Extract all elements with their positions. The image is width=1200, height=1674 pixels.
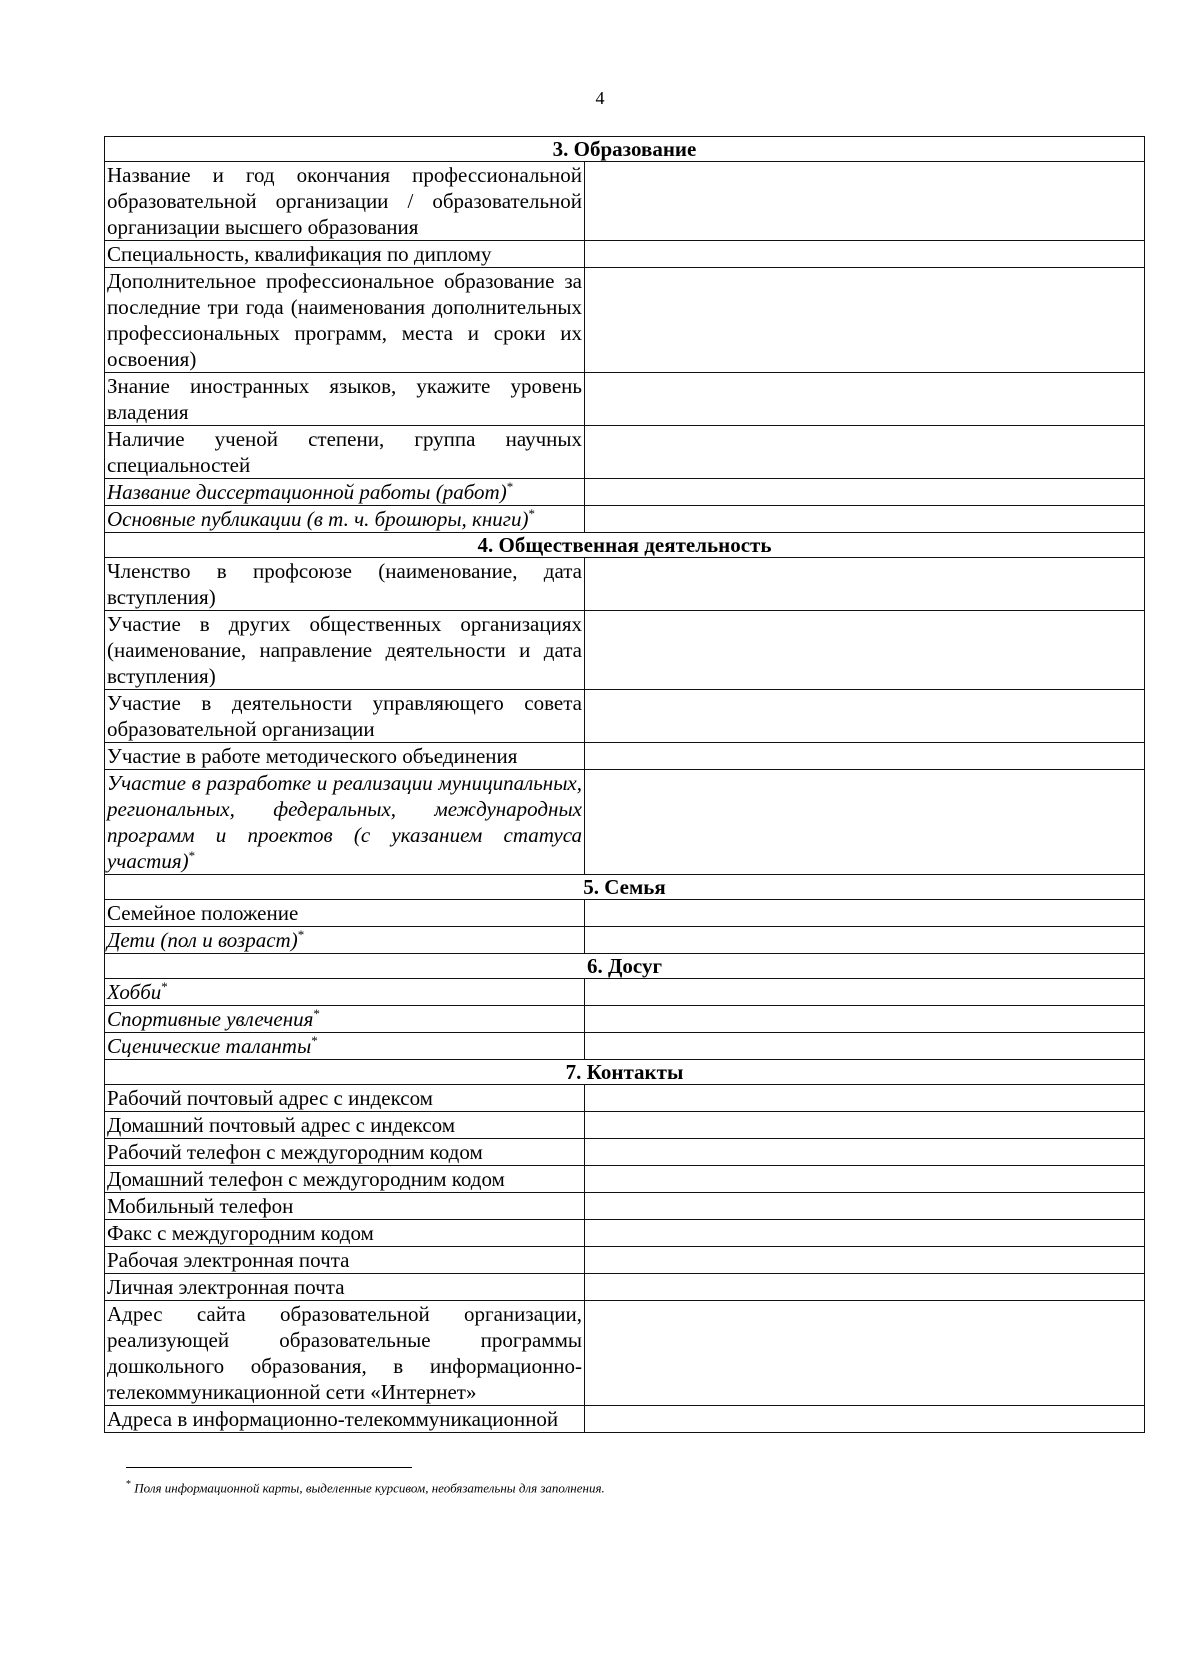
field-label-text: Домашний телефон с междугородним кодом (107, 1167, 505, 1191)
field-value-cell[interactable] (585, 927, 1145, 954)
field-label (105, 1193, 585, 1220)
optional-field-marker: * (297, 927, 305, 942)
field-value-cell[interactable] (585, 743, 1145, 770)
optional-field-marker: * (188, 848, 196, 863)
field-label (105, 479, 585, 506)
field-value-cell[interactable] (585, 373, 1145, 426)
field-value-cell[interactable] (585, 770, 1145, 875)
field-label-text: Хобби (107, 980, 162, 1004)
field-label-text: Название и год окончания профессиональной образовательной организации / образовательной организации высшего образования (107, 163, 582, 239)
field-value-cell[interactable] (585, 611, 1145, 690)
field-value-cell[interactable] (585, 1085, 1145, 1112)
field-label-text: Дети (пол и возраст) (107, 928, 298, 952)
form-row (105, 1139, 1145, 1166)
form-row (105, 900, 1145, 927)
field-value-cell[interactable] (585, 1033, 1145, 1060)
field-label (105, 426, 585, 479)
form-row (105, 162, 1145, 241)
field-value-cell[interactable] (585, 1301, 1145, 1406)
optional-field-marker: * (161, 979, 168, 994)
form-row (105, 1247, 1145, 1274)
optional-field-marker: * (506, 479, 514, 494)
form-row (105, 979, 1145, 1006)
field-label (105, 1033, 585, 1060)
field-value-cell[interactable] (585, 1247, 1145, 1274)
field-value-cell[interactable] (585, 1406, 1145, 1433)
field-label-text: Основные публикации (в т. ч. брошюры, книги) (107, 507, 529, 531)
field-label (105, 558, 585, 611)
form-row (105, 1193, 1145, 1220)
field-label (105, 1406, 585, 1433)
field-label (105, 927, 585, 954)
form-row (105, 1274, 1145, 1301)
optional-field-marker: * (311, 1033, 318, 1048)
form-row (105, 690, 1145, 743)
field-value-cell[interactable] (585, 1274, 1145, 1301)
field-value-cell[interactable] (585, 1220, 1145, 1247)
form-row (105, 558, 1145, 611)
field-label (105, 1220, 585, 1247)
field-label (105, 1139, 585, 1166)
footnote-text: Поля информационной карты, выделенные курсивом, необязательны для заполнения. (134, 1480, 605, 1496)
footnote-marker: * (126, 1479, 131, 1490)
form-row (105, 611, 1145, 690)
field-value-cell[interactable] (585, 979, 1145, 1006)
form-row (105, 927, 1145, 954)
field-label-text: Семейное положение (107, 901, 299, 925)
field-value-cell[interactable] (585, 1139, 1145, 1166)
field-label (105, 1085, 585, 1112)
section-header-row (105, 1060, 1145, 1085)
field-value-cell[interactable] (585, 690, 1145, 743)
form-row (105, 1166, 1145, 1193)
optional-field-marker: * (313, 1006, 320, 1021)
field-label-text: Рабочий почтовый адрес с индексом (107, 1086, 433, 1110)
form-row (105, 1220, 1145, 1247)
field-value-cell[interactable] (585, 426, 1145, 479)
field-label (105, 1301, 585, 1406)
information-card-table (104, 136, 1145, 1433)
form-row (105, 426, 1145, 479)
optional-field-marker: * (528, 506, 535, 521)
form-row (105, 770, 1145, 875)
section-header-row (105, 954, 1145, 979)
form-row (105, 1301, 1145, 1406)
field-value-cell[interactable] (585, 558, 1145, 611)
field-label-text: Специальность, квалификация по диплому (107, 242, 492, 266)
section-title: 5. Семья (105, 875, 1145, 900)
field-label (105, 241, 585, 268)
section-title: 4. Общественная деятельность (105, 533, 1145, 558)
field-label-text: Личная электронная почта (107, 1275, 345, 1299)
field-value-cell[interactable] (585, 268, 1145, 373)
field-label-text: Спортивные увлечения (107, 1007, 314, 1031)
field-label (105, 743, 585, 770)
field-label-text: Наличие ученой степени, группа научных специальностей (107, 427, 582, 477)
field-label-text: Название диссертационной работы (работ) (107, 480, 507, 504)
field-value-cell[interactable] (585, 1112, 1145, 1139)
field-label (105, 979, 585, 1006)
field-label (105, 611, 585, 690)
section-header-row (105, 875, 1145, 900)
form-row (105, 506, 1145, 533)
form-row (105, 241, 1145, 268)
form-row (105, 373, 1145, 426)
field-label (105, 770, 585, 875)
field-label (105, 506, 585, 533)
field-label-text: Рабочая электронная почта (107, 1248, 350, 1272)
field-label (105, 690, 585, 743)
field-label-text: Участие в других общественных организациях (наименование, направление деятельности и дата вступления) (107, 612, 582, 688)
field-label-text: Факс с междугородним кодом (107, 1221, 374, 1245)
form-row (105, 743, 1145, 770)
field-label (105, 1006, 585, 1033)
field-label (105, 162, 585, 241)
page-number: 4 (595, 88, 605, 108)
form-row (105, 1085, 1145, 1112)
form-row (105, 479, 1145, 506)
form-row (105, 268, 1145, 373)
field-label (105, 1274, 585, 1301)
section-title: 7. Контакты (105, 1060, 1145, 1085)
field-label-text: Знание иностранных языков, укажите уровень владения (107, 374, 582, 424)
field-label-text: Адреса в информационно-телекоммуникационной (107, 1407, 559, 1431)
form-row (105, 1006, 1145, 1033)
field-value-cell[interactable] (585, 506, 1145, 533)
section-header-row (105, 137, 1145, 162)
section-title: 6. Досуг (105, 954, 1145, 979)
field-label-text: Участие в работе методического объединения (107, 744, 518, 768)
form-row (105, 1406, 1145, 1433)
field-value-cell[interactable] (585, 900, 1145, 927)
field-value-cell[interactable] (585, 1166, 1145, 1193)
footnote (126, 1479, 605, 1496)
field-label (105, 1166, 585, 1193)
form-row (105, 1033, 1145, 1060)
field-label-text: Дополнительное профессиональное образование за последние три года (наименования дополнительных профессиональных программ, места и сроки их освоения) (107, 269, 582, 371)
field-value-cell[interactable] (585, 479, 1145, 506)
field-value-cell[interactable] (585, 162, 1145, 241)
field-label (105, 900, 585, 927)
field-label-text: Адрес сайта образовательной организации, реализующей образовательные программы дошкольного образования, в информационно-телекоммуникационной сети «Интернет» (107, 1302, 582, 1404)
field-label (105, 1247, 585, 1274)
field-value-cell[interactable] (585, 1006, 1145, 1033)
field-label (105, 1112, 585, 1139)
section-header-row (105, 533, 1145, 558)
form-row (105, 1112, 1145, 1139)
field-label-text: Домашний почтовый адрес с индексом (107, 1113, 456, 1137)
field-label (105, 268, 585, 373)
field-label-text: Участие в деятельности управляющего совета образовательной организации (107, 691, 582, 741)
field-label-text: Рабочий телефон с междугородним кодом (107, 1140, 483, 1164)
footnote-divider (126, 1467, 412, 1468)
field-label (105, 373, 585, 426)
field-value-cell[interactable] (585, 1193, 1145, 1220)
field-label-text: Мобильный телефон (107, 1194, 294, 1218)
field-label-text: Членство в профсоюзе (наименование, дата вступления) (107, 559, 582, 609)
section-title: 3. Образование (105, 137, 1145, 162)
field-label-text: Участие в разработке и реализации муниципальных, региональных, федеральных, международных программ и проектов (с указанием статуса участия) (107, 771, 582, 873)
field-label-text: Сценические таланты (107, 1034, 312, 1058)
field-value-cell[interactable] (585, 241, 1145, 268)
